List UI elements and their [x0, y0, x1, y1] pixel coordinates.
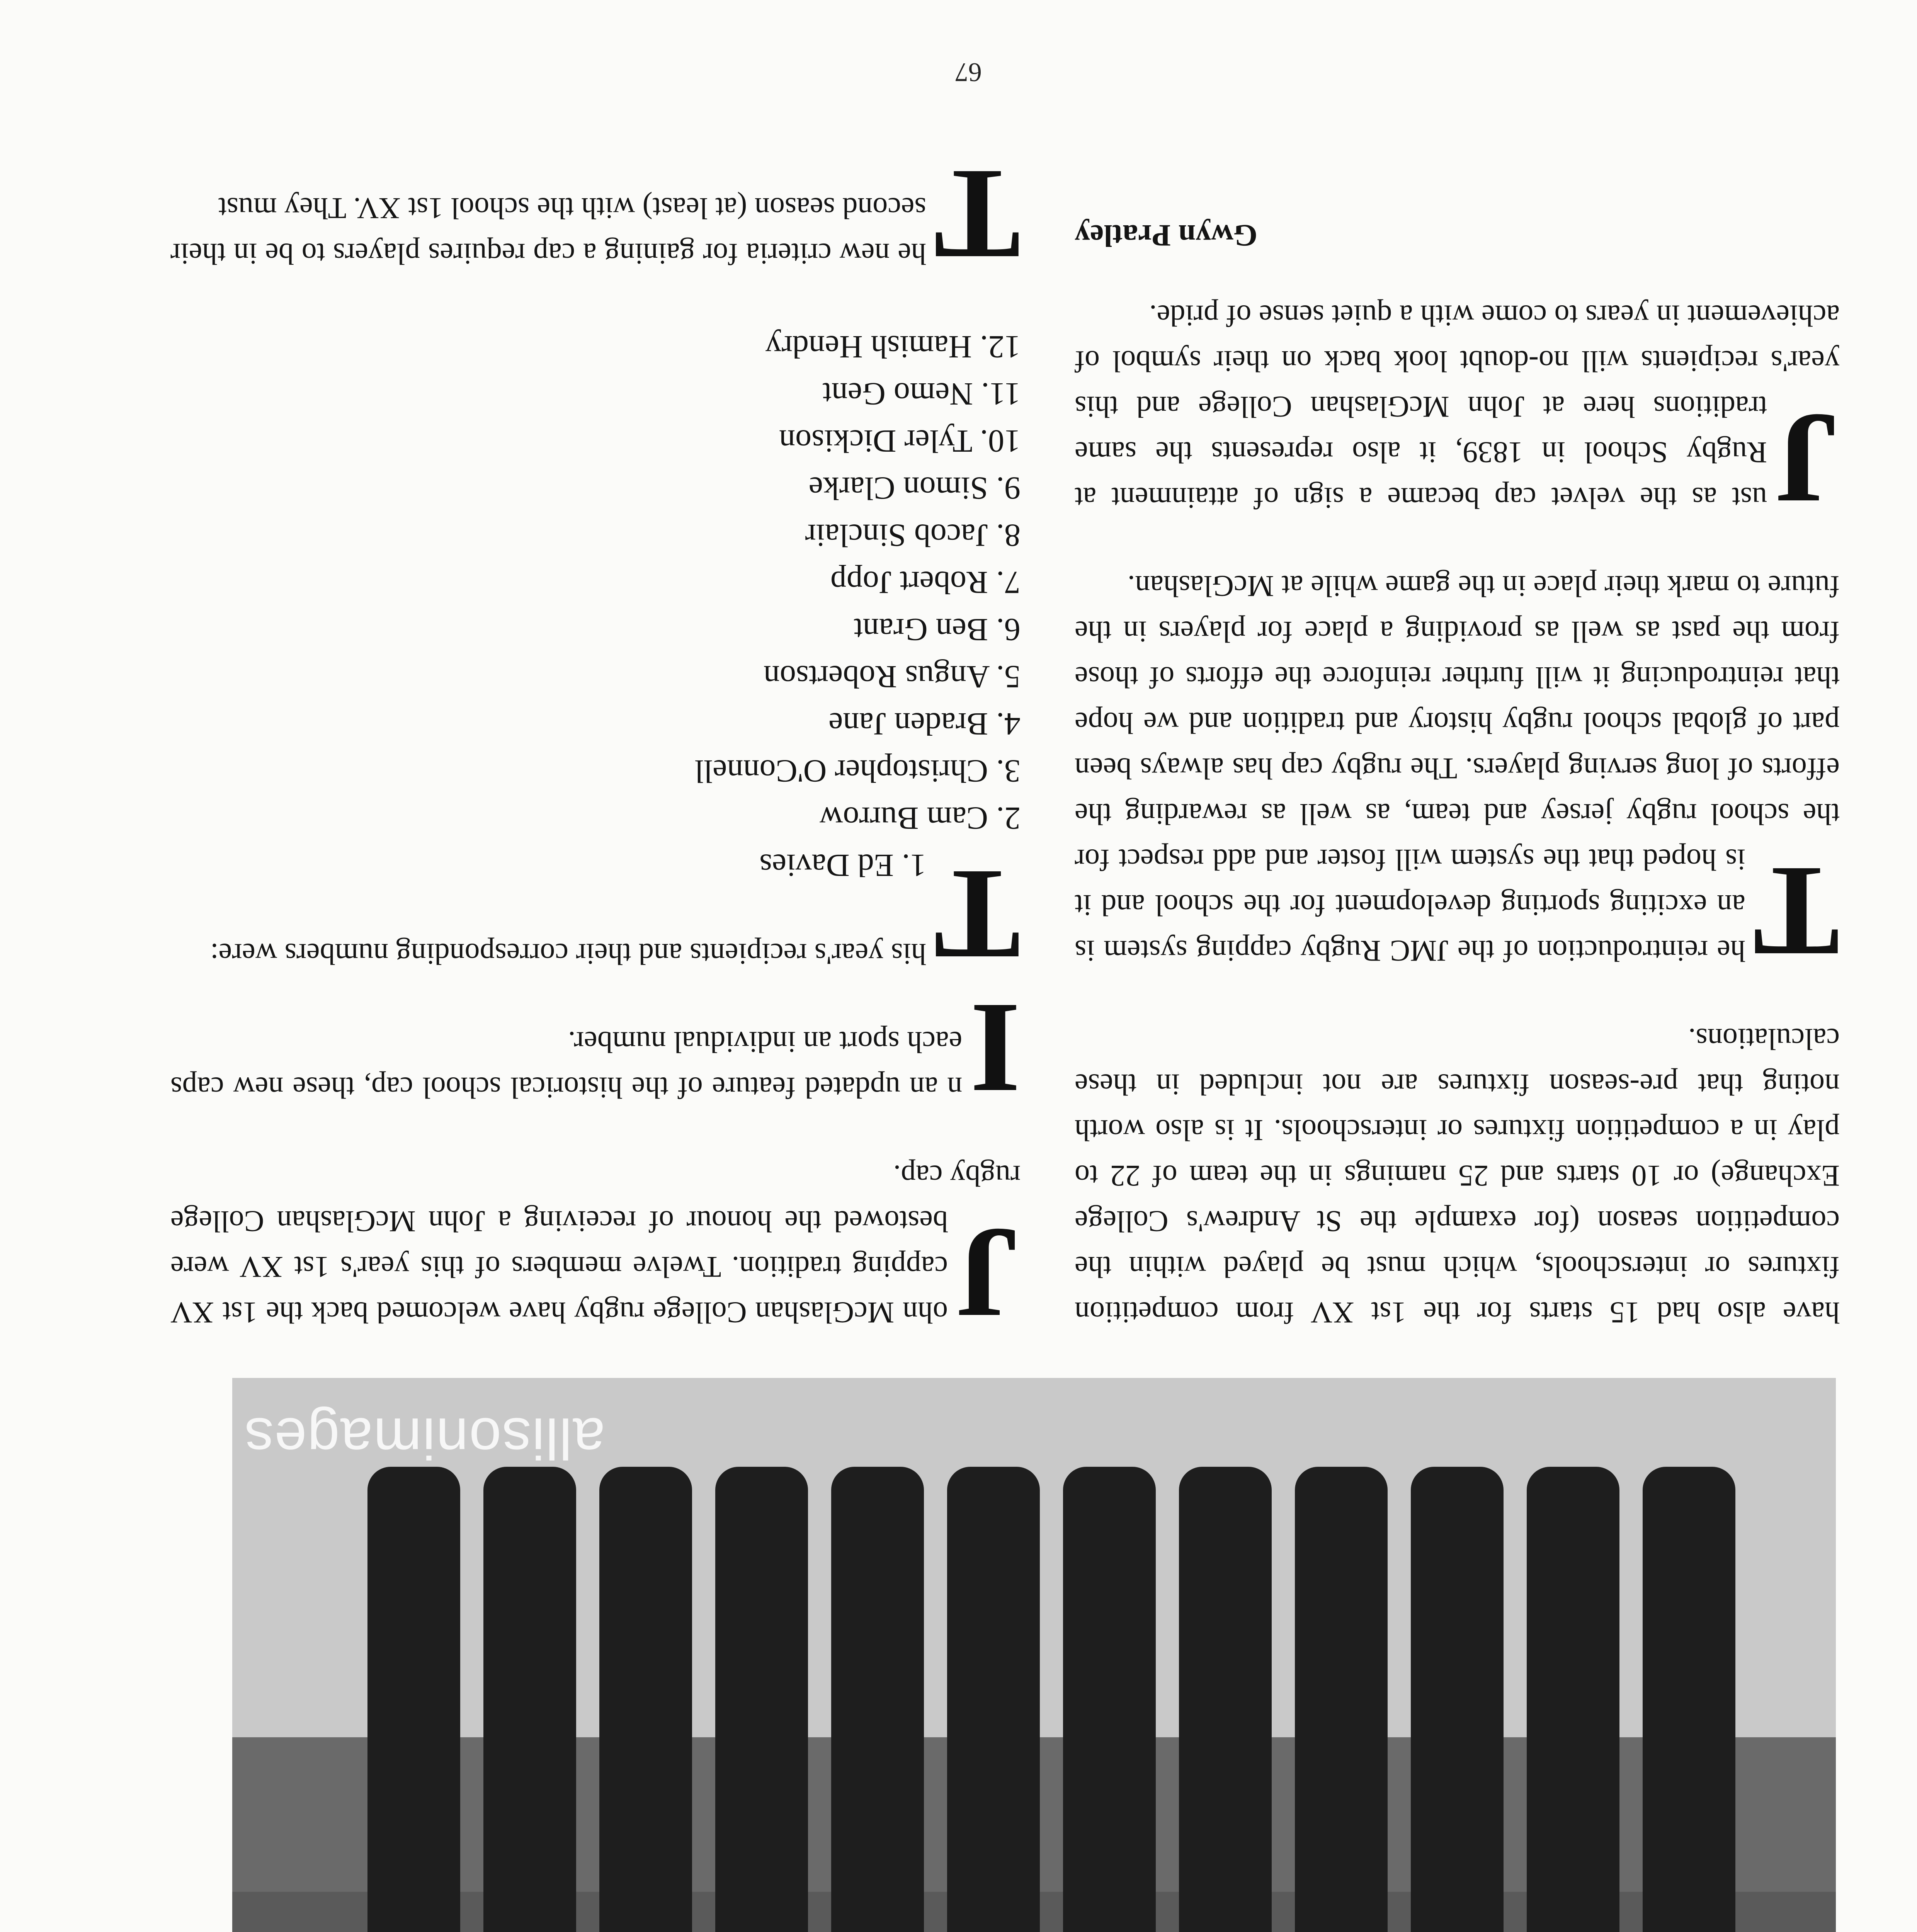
paragraph: [170, 977, 1021, 1121]
list-item: 11. Nemo Gent: [822, 376, 1021, 412]
list-item: 9. Simon Clarke: [808, 470, 1021, 506]
drop-cap: J: [1775, 387, 1840, 531]
page-number: 67: [955, 57, 982, 87]
drop-cap: T: [934, 143, 1021, 287]
list-item: 6. Ben Grant: [854, 612, 1021, 648]
paragraph-text: ohn McGlashan College rugby have welcomed back the 1st XV capping tradition. Twelve members of this year's 1st XV were bestowed the honour of receiving a John McGlashan College rugby cap.: [170, 1159, 1021, 1330]
list-item: 10. Tyler Dickison: [779, 423, 1021, 459]
paragraph-text: he reintroduction of the JMC Rugby capping system is an exciting sporting development for the school and it is hoped that the system will foster and add respect for the school rugby jersey and team, as well as rewarding the efforts of long serving players. The rugby cap has always been part of global school rugby history and tradition and we hope that reintroducing it will further reinforce the efforts of those from the past as well as providing a place for players in the future to mark their place in the game while at McGlashan.: [1075, 570, 1840, 968]
author-byline: Gwyn Pratley: [1075, 218, 1258, 252]
paragraph: [170, 1153, 1021, 1345]
list-item: 3. Christopher O'Connell: [694, 753, 1021, 789]
drop-cap: J: [956, 1202, 1021, 1345]
recipients-list: [170, 323, 1021, 889]
drop-cap: T: [934, 843, 1021, 987]
paragraph: [1075, 293, 1840, 531]
drop-cap: T: [1753, 840, 1840, 984]
drop-cap: I: [970, 977, 1021, 1121]
paragraph-text: have also had 15 starts for the 1st XV from competition fixtures or interschools, which must be played within the competition season (for example the St Andrew's College Exchange) or 10 starts and 25 namings in the team of 22 to play in a competition fixtures or interschools. It is also worth noting that pre-season fixtures are not included in these calculations.: [1075, 1022, 1840, 1330]
list-item: 4. Braden Jane: [828, 706, 1021, 742]
list-item: 2. Cam Burrow: [819, 800, 1021, 836]
list-item: 7. Robert Jopp: [830, 565, 1021, 600]
paragraph-text: he new criteria for gaining a cap requires players to be in their second season (at least) with the school 1st XV. They must: [170, 192, 926, 271]
photo-watermark: allisonimages: [244, 1406, 605, 1471]
paragraph-text: ust as the velvet cap became a sign of attainment at Rugby School in 1839, it also represents the same traditions here at John McGlashan College and this year's recipients will no-doubt look back on their symbol of achievement in years to come with a quiet sense of pride.: [1075, 299, 1840, 515]
list-item: 1. Ed Davies: [759, 847, 926, 883]
list-item: 12. Hamish Hendry: [765, 329, 1021, 365]
article-column-left: [170, 143, 1021, 1345]
list-item: 8. Jacob Sinclair: [805, 517, 1021, 553]
paragraph-text: n an updated feature of the historical school cap, these new caps each sport an individual number.: [170, 1026, 963, 1105]
list-item: 5. Angus Robertson: [763, 659, 1021, 695]
paragraph: [170, 143, 1021, 287]
paragraph: [1075, 563, 1840, 984]
article-column-right: [1075, 213, 1840, 1335]
paragraph-text: his year's recipients and their corresponding numbers were:: [210, 937, 926, 971]
team-photo: [232, 1378, 1836, 1932]
paragraph: [1075, 1016, 1840, 1335]
